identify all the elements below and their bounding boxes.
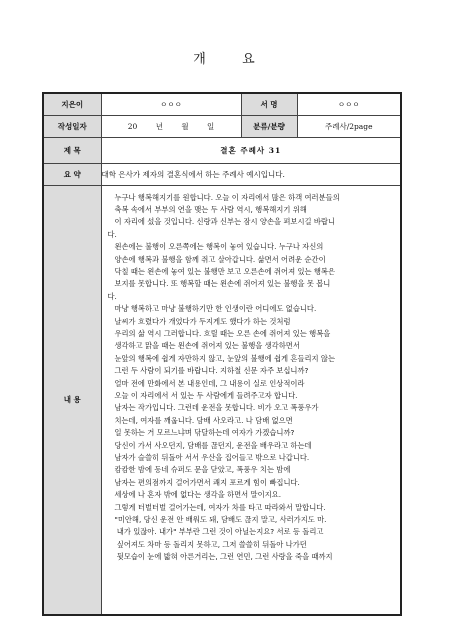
summary-value: 대학 은사가 제자의 결혼식에서 하는 주례사 예시입니다. [101, 163, 401, 185]
content-line: 세상에 나 혼자 밖에 없다는 생각을 하면서 말이지요. [107, 490, 282, 500]
content-line: 남자는 편의점까지 걸어가면서 쾌지 포르게 힘이 빠집니다. [107, 477, 300, 487]
page-title [0, 48, 450, 67]
page-title-char-2: 요 [242, 52, 257, 67]
date-label: 작성일자 [43, 115, 101, 137]
content-line: 뒷모습이 눈에 밟혀 아른거리는, 그런 연민, 그런 사랑을 죽을 때까지 [107, 552, 333, 562]
author-label: 지은이 [43, 93, 101, 115]
content-line: 누구나 행복해지기를 원합니다. 오늘 이 자리에서 많은 하객 여러분들의 [107, 192, 340, 202]
date-month-unit: 월 [181, 121, 189, 131]
content-line: 생각하고 맑을 때는 왼손에 쥐어져 있는 불행을 생각하면서 [107, 341, 300, 351]
date-value [101, 115, 241, 137]
date-year: 20 [127, 121, 138, 131]
content-line: 남자가 슬쓸히 뒤돌아 서서 우산을 집어들고 밖으로 나갑니다. [107, 453, 310, 463]
content-line: 다. [107, 229, 117, 239]
content-line: 눈앞의 행복에 쉽게 자만하지 않고, 눈앞의 불행에 쉽게 흔들리지 않는 [107, 353, 336, 363]
content-body [102, 186, 401, 564]
content-line: 싶어져도 차마 등 돌리지 못하고, 그저 쓸쓸히 뒤돌아 나가던 [107, 539, 307, 549]
content-line: 그런 두 사람이 되기를 바랍니다. 지하철 신문 자주 보십니까? [107, 366, 309, 376]
content-line: 치는데, 여자를 깨웁니다. 담배 사오라고. 나 담배 없으면 [107, 415, 293, 425]
page-title-char-1: 개 [193, 52, 208, 67]
content-line: 닥칠 때는 왼손에 놓여 있는 불행만 보고 오른손에 쥐어져 있는 행복은 [107, 266, 336, 276]
content-line: 내가 있잖아. 내가" 부부란 그런 것이 아닐는지요? 서로 등 돌리고 [107, 527, 324, 537]
content-line: 왼손에는 불행이 오른쪽에는 행복이 놓여 있습니다. 누구나 자신의 [107, 242, 324, 252]
date-year-unit: 년 [155, 121, 163, 131]
content-line: 얼마 전에 만화에서 본 내용인데, 그 내용이 실로 인상적이라 [107, 378, 305, 388]
content-line: 보지를 못합니다. 또 행복할 때는 왼손에 쥐어져 있는 불행을 못 봅니 [107, 279, 331, 289]
content-line: 남자는 작가입니다. 그런데 운전을 못합니다. 비가 오고 폭풍우가 [107, 403, 319, 413]
content-line: 이 자리에 섰을 것입니다. 신랑과 신부는 잠시 양손을 펴보시길 바랍니 [107, 217, 336, 227]
category-label: 분류/분량 [241, 115, 297, 137]
content-line: 오늘 이 자리에서 서 있는 두 사람에게 들려주고자 합니다. [107, 391, 298, 400]
content-line: 날씨가 흐렸다가 개었다가 두지게도 했다가 하는 것처럼 [107, 316, 291, 326]
content-line: 당신이 가서 사오던지, 담배를 끊던지, 운전을 배우라고 하는데 [107, 440, 312, 450]
date-day-unit: 일 [206, 121, 215, 131]
category-value: 주례사/2page [297, 115, 401, 137]
title-label: 제 목 [43, 137, 101, 163]
author-value: ㅇㅇㅇ [101, 93, 241, 115]
summary-form-table [42, 92, 402, 616]
content-line: 캄캄한 밤에 동네 슈퍼도 문을 닫았고, 폭풍우 치는 밤에 [107, 465, 291, 475]
content-label: 내 용 [43, 185, 101, 615]
content-cell [101, 185, 401, 615]
content-line: 일 못하는 거 모르느냐며 닦달하는데 여자가 가겠습니까? [107, 428, 295, 438]
content-line: 우리의 삶 역시 그러합니다. 흐릴 때는 오른 손에 쥐어져 있는 행복을 [107, 328, 331, 338]
content-line: 다. [107, 291, 117, 301]
content-line: 양손에 행복과 불행을 함께 쥐고 살아갑니다. 삶면서 어려운 순간이 [107, 254, 326, 264]
content-line: "미안해, 당신 운전 안 배워도 돼, 담배도 끊지 말고, 사러가지도 마. [107, 515, 327, 525]
content-line: 마냥 행복하고 마냥 불행하기만 한 인생이란 어디에도 없습니다. [107, 304, 317, 314]
class-label: 서 명 [241, 93, 297, 115]
document-title: 결혼 주례사 31 [101, 137, 401, 163]
content-line: 축복 속에서 부부의 연을 맺는 두 사람 역시, 행복해지기 위해 [107, 204, 307, 214]
content-line: 그렇게 터벌터벌 걸어가는데, 여자가 차를 타고 따라와서 말합니다. [107, 502, 326, 512]
summary-label: 요 약 [43, 163, 101, 185]
class-value: ㅇㅇㅇ [297, 93, 401, 115]
